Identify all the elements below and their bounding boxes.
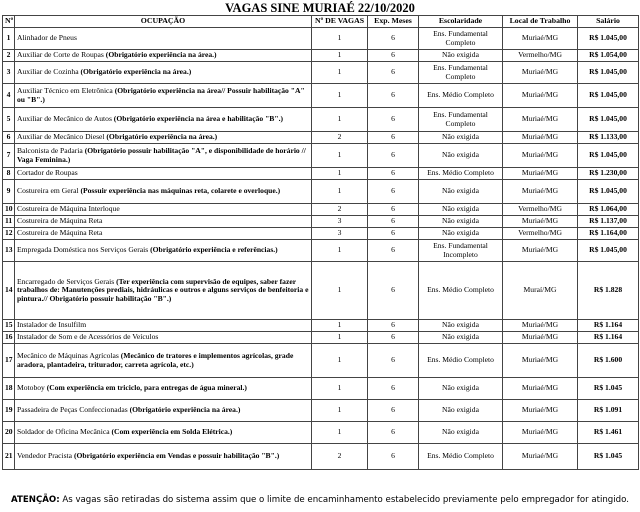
row-salario: R$ 1.133,00 (578, 132, 639, 144)
occupation-requirements: (Obrigatório experiência na área e habilitação "B".) (113, 114, 284, 124)
row-number: 3 (3, 62, 15, 84)
row-vagas: 1 (312, 50, 368, 62)
table-row (3, 228, 639, 240)
occupation-name: Passadeira de Peças Confeccionadas (17, 405, 130, 415)
occupation-name: Instalador de Insulfilm (17, 320, 87, 330)
row-local: Muriaé/MG (503, 422, 578, 444)
header-num: Nº (3, 16, 15, 28)
row-vagas: 1 (312, 400, 368, 422)
row-ocupacao (15, 108, 312, 132)
row-local: Muriaé/MG (503, 332, 578, 344)
row-escolaridade: Não exigida (419, 320, 503, 332)
row-exp: 6 (368, 108, 419, 132)
row-local: Muriaé/MG (503, 62, 578, 84)
row-salario: R$ 1.091 (578, 400, 639, 422)
footer-text: As vagas são retiradas do sistema assim que o limite de encaminhamento estabelecido previamente pelo empregador for atingido. (59, 495, 629, 505)
row-exp: 6 (368, 62, 419, 84)
row-vagas: 1 (312, 320, 368, 332)
row-ocupacao (15, 84, 312, 108)
row-salario: R$ 1.045,00 (578, 144, 639, 168)
row-salario: R$ 1.064,00 (578, 204, 639, 216)
row-exp: 6 (368, 144, 419, 168)
row-escolaridade: Ens. Médio Completo (419, 444, 503, 470)
header-ocupacao: OCUPAÇÃO (15, 16, 312, 28)
row-local: Muriaé/MG (503, 320, 578, 332)
row-exp: 6 (368, 240, 419, 262)
table-row (3, 444, 639, 470)
row-salario: R$ 1.054,00 (578, 50, 639, 62)
row-vagas: 1 (312, 422, 368, 444)
row-exp: 6 (368, 332, 419, 344)
row-number: 18 (3, 378, 15, 400)
table-row (3, 344, 639, 378)
row-local: Vermelho/MG (503, 50, 578, 62)
header-escolaridade: Escolaridade (419, 16, 503, 28)
occupation-name: Auxiliar Técnico em Eletrônica (17, 86, 115, 96)
table-row (3, 378, 639, 400)
table-row (3, 204, 639, 216)
row-vagas: 1 (312, 28, 368, 50)
row-salario: R$ 1.164 (578, 320, 639, 332)
row-ocupacao (15, 216, 312, 228)
row-exp: 6 (368, 262, 419, 320)
row-escolaridade: Ens. Fundamental Incompleto (419, 240, 503, 262)
row-escolaridade: Ens. Fundamental Completo (419, 62, 503, 84)
row-local: Vermelho/MG (503, 228, 578, 240)
row-salario: R$ 1.828 (578, 262, 639, 320)
occupation-requirements: (Obrigatório experiência na área.) (105, 50, 217, 60)
occupation-requirements: (Obrigatório experiência na área.) (129, 405, 241, 415)
row-number: 12 (3, 228, 15, 240)
row-exp: 6 (368, 378, 419, 400)
row-escolaridade: Não exigida (419, 378, 503, 400)
row-local: Muriaé/MG (503, 28, 578, 50)
row-ocupacao (15, 168, 312, 180)
vacancies-table (2, 15, 639, 470)
row-salario: R$ 1.461 (578, 422, 639, 444)
occupation-name: Costureira de Máquina Interloque (17, 204, 120, 214)
row-ocupacao (15, 228, 312, 240)
row-salario: R$ 1.164 (578, 332, 639, 344)
row-ocupacao (15, 378, 312, 400)
occupation-requirements: (Obrigatório experiência na área.) (106, 132, 218, 142)
row-vagas: 3 (312, 228, 368, 240)
row-ocupacao (15, 422, 312, 444)
row-number: 6 (3, 132, 15, 144)
header-exp: Exp. Meses (368, 16, 419, 28)
occupation-name: Balconista de Padaria (17, 146, 85, 156)
table-row (3, 132, 639, 144)
row-exp: 6 (368, 28, 419, 50)
row-exp: 6 (368, 50, 419, 62)
occupation-name: Auxiliar de Corte de Roupas (17, 50, 106, 60)
row-local: Muriaé/MG (503, 444, 578, 470)
row-escolaridade: Não exigida (419, 228, 503, 240)
page-title: VAGAS SINE MURIAÉ 22/10/2020 (225, 1, 415, 15)
footer-notice (0, 493, 640, 507)
table-row (3, 216, 639, 228)
row-salario: R$ 1.045,00 (578, 180, 639, 204)
row-ocupacao (15, 132, 312, 144)
row-salario: R$ 1.600 (578, 344, 639, 378)
row-number: 17 (3, 344, 15, 378)
row-local: Muriaé/MG (503, 378, 578, 400)
occupation-name: Auxiliar de Mecânico de Autos (17, 114, 114, 124)
row-ocupacao (15, 144, 312, 168)
row-number: 5 (3, 108, 15, 132)
occupation-name: Motoboy (17, 383, 47, 393)
row-escolaridade: Ens. Fundamental Completo (419, 28, 503, 50)
row-local: Muriaé/MG (503, 144, 578, 168)
occupation-name: Cortador de Roupas (17, 168, 78, 178)
table-row (3, 400, 639, 422)
row-exp: 6 (368, 168, 419, 180)
table-row (3, 320, 639, 332)
table-row (3, 144, 639, 168)
row-exp: 6 (368, 400, 419, 422)
row-vagas: 1 (312, 108, 368, 132)
row-vagas: 2 (312, 204, 368, 216)
row-escolaridade: Não exigida (419, 144, 503, 168)
row-local: Muriaé/MG (503, 132, 578, 144)
row-vagas: 1 (312, 84, 368, 108)
row-exp: 6 (368, 444, 419, 470)
row-vagas: 1 (312, 180, 368, 204)
occupation-name: Mecânico de Máquinas Agrícolas (17, 351, 121, 361)
row-exp: 6 (368, 132, 419, 144)
row-local: Muraí/MG (503, 262, 578, 320)
row-ocupacao (15, 320, 312, 332)
row-local: Vermelho/MG (503, 204, 578, 216)
row-salario: R$ 1.045,00 (578, 84, 639, 108)
occupation-requirements: (Obrigatório experiência em Vendas e possuir habilitação "B".) (73, 451, 280, 461)
occupation-name: Auxiliar de Mecânico Diesel (17, 132, 107, 142)
footer-lead: ATENÇÃO: (11, 495, 60, 505)
table-row (3, 240, 639, 262)
header-salario: Salário (578, 16, 639, 28)
row-salario: R$ 1.045 (578, 444, 639, 470)
row-ocupacao (15, 332, 312, 344)
row-number: 14 (3, 262, 15, 320)
row-escolaridade: Não exigida (419, 332, 503, 344)
row-number: 7 (3, 144, 15, 168)
occupation-name: Vendedor Pracista (17, 451, 74, 461)
row-number: 2 (3, 50, 15, 62)
row-salario: R$ 1.045,00 (578, 62, 639, 84)
table-row (3, 62, 639, 84)
occupation-requirements: (Obrigatório experiência na área// Possuir habilitação "A" ou "B".) (17, 86, 305, 104)
row-exp: 6 (368, 422, 419, 444)
occupation-requirements: (Ter experiência com supervisão de equipes, saber fazer trabalhos de: Manutenções prediais, hidráulicas e outros e alguns serviços de benfeitoria e pintura.// Obrigatório possuir habilitação "B".) (17, 276, 309, 303)
row-escolaridade: Ens. Médio Completo (419, 344, 503, 378)
row-ocupacao (15, 444, 312, 470)
header-vagas: Nº DE VAGAS (312, 16, 368, 28)
row-local: Muriaé/MG (503, 216, 578, 228)
row-ocupacao (15, 344, 312, 378)
row-local: Muriaé/MG (503, 168, 578, 180)
row-number: 13 (3, 240, 15, 262)
row-exp: 6 (368, 228, 419, 240)
row-exp: 6 (368, 320, 419, 332)
row-vagas: 1 (312, 378, 368, 400)
row-ocupacao (15, 62, 312, 84)
row-escolaridade: Ens. Médio Completo (419, 262, 503, 320)
occupation-requirements: (Mecânico de tratores e implementos agrícolas, grade aradora, plantadeira, triturador, carreta agrícola, etc.) (17, 351, 294, 369)
row-vagas: 1 (312, 62, 368, 84)
table-row (3, 50, 639, 62)
row-vagas: 1 (312, 332, 368, 344)
row-escolaridade: Ens. Médio Completo (419, 168, 503, 180)
occupation-name: Costureira em Geral (17, 186, 81, 196)
row-salario: R$ 1.045,00 (578, 28, 639, 50)
row-escolaridade: Não exigida (419, 180, 503, 204)
row-vagas: 1 (312, 144, 368, 168)
occupation-name: Instalador de Som e de Acessórios de Veículos (17, 332, 159, 342)
table-row (3, 422, 639, 444)
row-number: 1 (3, 28, 15, 50)
row-salario: R$ 1.045,00 (578, 108, 639, 132)
table-row (3, 28, 639, 50)
row-local: Muriaé/MG (503, 84, 578, 108)
row-ocupacao (15, 50, 312, 62)
occupation-name: Costureira de Máquina Reta (17, 228, 103, 238)
row-vagas: 3 (312, 216, 368, 228)
row-number: 16 (3, 332, 15, 344)
row-ocupacao (15, 240, 312, 262)
row-exp: 6 (368, 204, 419, 216)
row-salario: R$ 1.164,00 (578, 228, 639, 240)
row-escolaridade: Ens. Fundamental Completo (419, 108, 503, 132)
row-salario: R$ 1.137,00 (578, 216, 639, 228)
row-vagas: 1 (312, 262, 368, 320)
row-local: Muriaé/MG (503, 240, 578, 262)
row-vagas: 1 (312, 344, 368, 378)
table-header-row (3, 16, 639, 28)
table-row (3, 84, 639, 108)
row-number: 11 (3, 216, 15, 228)
row-exp: 6 (368, 84, 419, 108)
table-row (3, 262, 639, 320)
table-row (3, 180, 639, 204)
row-escolaridade: Não exigida (419, 216, 503, 228)
occupation-requirements: (Obrigatório experiência e referências.) (150, 245, 278, 255)
row-escolaridade: Não exigida (419, 422, 503, 444)
row-local: Muriaé/MG (503, 344, 578, 378)
occupation-name: Auxiliar de Cozinha (17, 67, 81, 77)
row-exp: 6 (368, 344, 419, 378)
occupation-requirements: (Com experiência em Solda Elétrica.) (111, 427, 233, 437)
row-salario: R$ 1.045,00 (578, 240, 639, 262)
header-local: Local de Trabalho (503, 16, 578, 28)
table-row (3, 108, 639, 132)
table-row (3, 332, 639, 344)
row-ocupacao (15, 180, 312, 204)
table-row (3, 168, 639, 180)
occupation-requirements: (Obrigatório experiência na área.) (80, 67, 192, 77)
row-ocupacao (15, 400, 312, 422)
occupation-requirements: (Obrigatório possuir habilitação "A", e disponibilidade de horário // Vaga Feminina.) (17, 146, 306, 164)
occupation-requirements: (Com experiência em triciclo, para entregas de água mineral.) (46, 383, 247, 393)
row-number: 20 (3, 422, 15, 444)
row-vagas: 1 (312, 168, 368, 180)
occupation-requirements: (Possuir experiência nas máquinas reta, colarete e overloque.) (80, 186, 281, 196)
row-ocupacao (15, 204, 312, 216)
row-ocupacao (15, 28, 312, 50)
row-number: 10 (3, 204, 15, 216)
occupation-name: Alinhador de Pneus (17, 33, 77, 43)
row-vagas: 2 (312, 132, 368, 144)
occupation-name: Empregada Doméstica nos Serviços Gerais (17, 245, 151, 255)
row-salario: R$ 1.045 (578, 378, 639, 400)
occupation-name: Costureira de Máquina Reta (17, 216, 103, 226)
row-number: 4 (3, 84, 15, 108)
row-escolaridade: Não exigida (419, 204, 503, 216)
row-local: Muriaé/MG (503, 400, 578, 422)
row-ocupacao (15, 262, 312, 320)
row-number: 9 (3, 180, 15, 204)
row-number: 8 (3, 168, 15, 180)
row-vagas: 2 (312, 444, 368, 470)
row-number: 15 (3, 320, 15, 332)
row-escolaridade: Ens. Médio Completo (419, 84, 503, 108)
row-exp: 6 (368, 216, 419, 228)
row-vagas: 1 (312, 240, 368, 262)
occupation-name: Soldador de Oficina Mecânica (17, 427, 112, 437)
row-escolaridade: Não exigida (419, 50, 503, 62)
occupation-name: Encarregado de Serviços Gerais (17, 276, 117, 286)
row-exp: 6 (368, 180, 419, 204)
row-salario: R$ 1.230,00 (578, 168, 639, 180)
row-escolaridade: Não exigida (419, 400, 503, 422)
row-local: Muriaé/MG (503, 108, 578, 132)
row-number: 19 (3, 400, 15, 422)
row-local: Muriaé/MG (503, 180, 578, 204)
row-number: 21 (3, 444, 15, 470)
row-escolaridade: Não exigida (419, 132, 503, 144)
